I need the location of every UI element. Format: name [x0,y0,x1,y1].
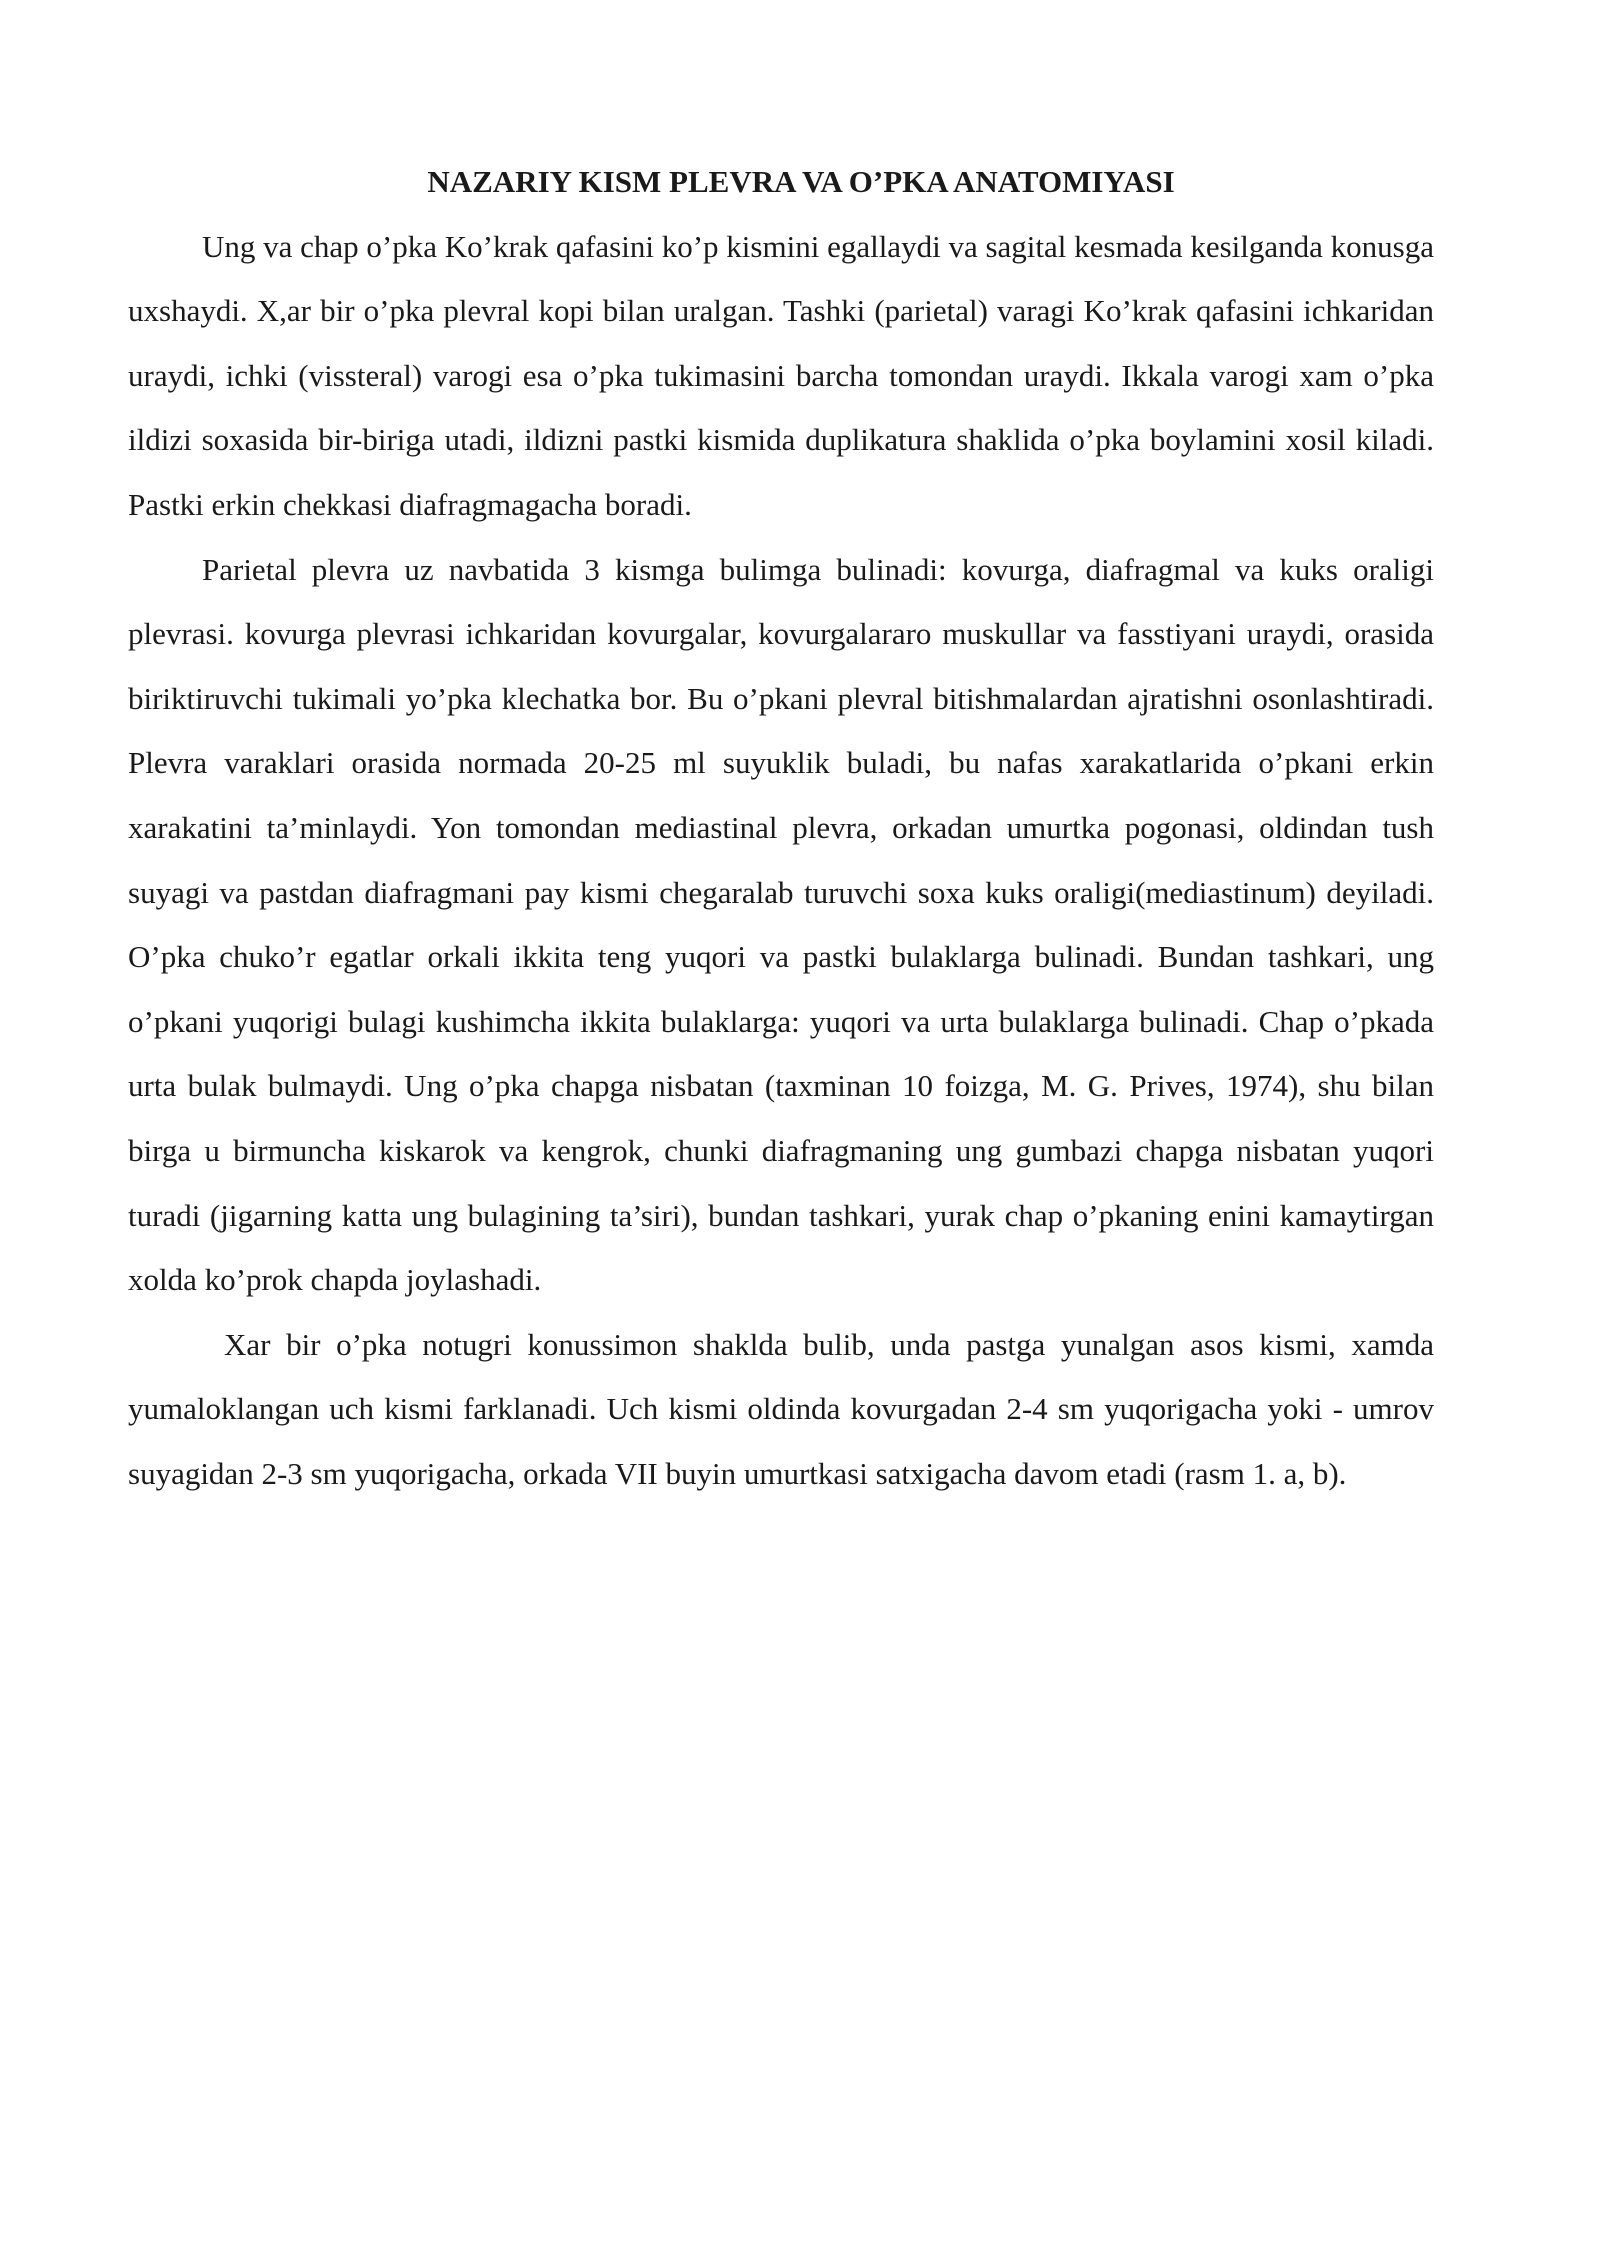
paragraph-parietal-pleura: Parietal plevra uz navbatida 3 kismga bulimga bulinadi: kovurga, diafragmal va kuks oraligi plevrasi. kovurga plevrasi ichkaridan kovurgalar, kovurgalararo muskullar va fasstiyani uraydi, orasida biriktiruvchi tukimali yo’pka klechatka bor. Bu o’pkani plevral bitishmalardan ajratishni osonlashtiradi. Plevra varaklari orasida normada 20-25 ml suyuklik buladi, bu nafas xarakatlarida o’pkani erkin xarakatini ta’minlaydi. Yon tomondan mediastinal plevra, orkadan umurtka pogonasi, oldindan tush suyagi va pastdan diafragmani pay kismi chegaralab turuvchi soxa kuks oraligi(mediastinum) deyiladi. O’pka chuko’r egatlar orkali ikkita teng yuqori va pastki bulaklarga bulinadi. Bundan tashkari, ung o’pkani yuqorigi bulagi kushimcha ikkita bulaklarga: yuqori va urta bulaklarga bulinadi. Chap o’pkada urta bulak bulmaydi. Ung o’pka chapga nisbatan (taxminan 10 foizga, M. G. Prives, 1974), shu bilan birga u birmuncha kiskarok va kengrok, chunki diafragmaning ung gumbazi chapga nisbatan yuqori turadi (jigarning katta ung bulagining ta’siri), bundan tashkari, yurak chap o’pkaning enini kamaytirgan xolda ko’prok chapda joylashadi. [128,551,1434,1298]
document-title: NAZARIY KISM PLEVRA VA O’PKA ANATOMIYASI [427,164,1175,199]
paragraph-lung-overview: Ung va chap o’pka Ko’krak qafasini ko’p kismini egallaydi va sagital kesmada kesilganda konusga uxshaydi. X,ar bir o’pka plevral kopi bilan uralgan. Tashki (parietal) varagi Ko’krak qafasini ichkaridan uraydi, ichki (vissteral) varogi esa o’pka tukimasini barcha tomondan uraydi. Ikkala varogi xam o’pka ildizi soxasida bir-biriga utadi, ildizni pastki kismida duplikatura shaklida o’pka boylamini xosil kiladi. Pastki erkin chekkasi diafragmagacha boradi. [128,228,1434,522]
paragraph-lung-shape: Xar bir o’pka notugri konussimon shaklda bulib, unda pastga yunalgan asos kismi, xamda yumaloklangan uch kismi farklanadi. Uch kismi oldinda kovurgadan 2-4 sm yuqorigacha yoki - umrov suyagidan 2-3 sm yuqorigacha, orkada VII buyin umurtkasi satxigacha davom etadi (rasm 1. a, b). [128,1326,1434,1491]
document-body [128,150,1434,1506]
